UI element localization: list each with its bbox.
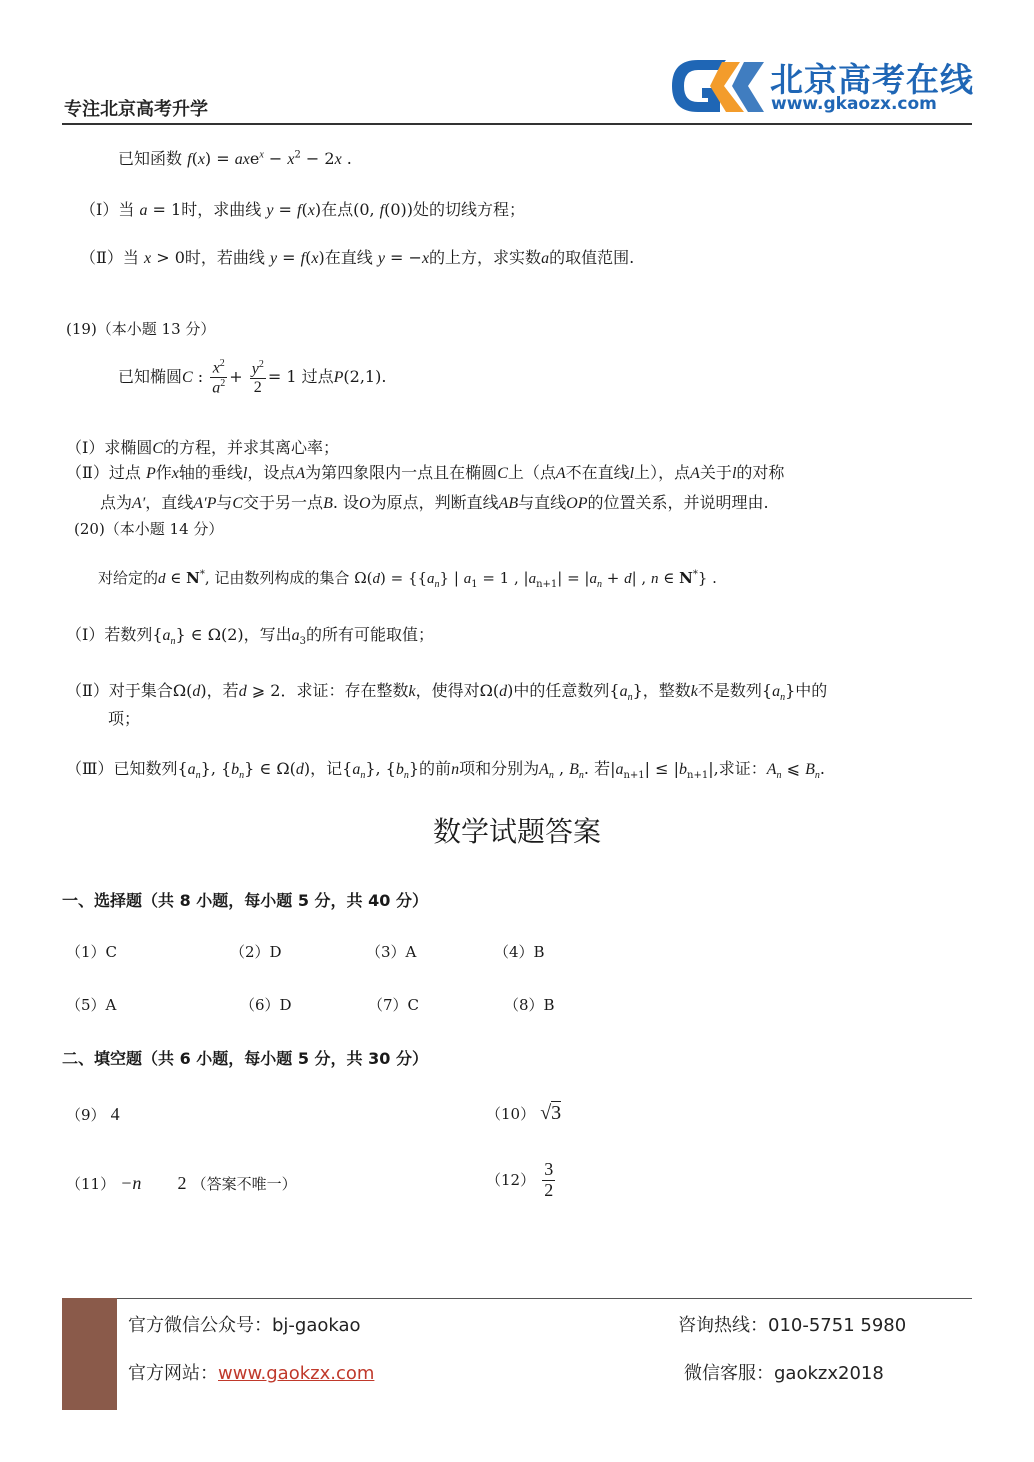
footer-service: 微信客服：gaokzx2018 xyxy=(684,1363,884,1384)
footer-wechat: 官方微信公众号：bj-gaokao xyxy=(128,1315,361,1336)
footer-divider xyxy=(62,1298,972,1299)
choice-answer-7: （7）C xyxy=(368,996,420,1014)
choice-answer-4: （4）B xyxy=(494,943,545,961)
gk-logo-icon xyxy=(668,52,768,120)
fill-answer-10: （10） √3 xyxy=(486,1102,562,1124)
answers-title: 数学试题答案 xyxy=(432,815,601,848)
header-tagline: 专注北京高考升学 xyxy=(64,99,208,120)
q20-part2-line2: 项； xyxy=(108,709,141,728)
q20-heading: (20)（本小题 14 分） xyxy=(74,520,224,538)
fill-answer-12: （12） $\frac{3}{2}$ xyxy=(486,1159,554,1200)
choice-answer-3: （3）A xyxy=(366,943,417,961)
choice-answer-8: （8）B xyxy=(504,996,555,1014)
q20-stem: 对给定的d ∈ N*, 记由数列构成的集合 $\Omega(d) = \{\{a_n\}$ | $a_1 = 1$ , $|a_{n+1}| = |a_n + d|$ , n ∈ N*} . xyxy=(98,569,717,590)
q19-part2-line1: （Ⅱ）过点 P作x轴的垂线l，设点A为第四象限内一点且在椭圆C上（点A不在直线l上），点A关于l的对称 xyxy=(66,463,785,482)
q19-heading: (19)（本小题 13 分） xyxy=(66,320,216,338)
fill-answer-11: （11） −n 2 （答案不唯一） xyxy=(66,1173,297,1193)
q18-part1: （Ⅰ）当 a = 1时，求曲线 y = f(x)在点(0, f(0))处的切线方程； xyxy=(80,200,526,219)
q20-part3: （Ⅲ）已知数列$\{a_n\}$, $\{b_n\}$ ∈ Ω(d)，记$\{a_n\}$, $\{b_n\}$的前n项和分别为$A_n$ , $B_n$. 若$|a_{n+1}| \le |b_{n+1}|$,求证：$A_n$ ⩽ $B_n$. xyxy=(66,759,825,782)
site-logo[interactable] xyxy=(668,52,978,120)
math-fx: f xyxy=(187,151,192,168)
footer-website: 官方网站：www.gaokzx.com xyxy=(128,1363,375,1384)
logo-brand-text: 北京高考在线 xyxy=(770,60,974,99)
q20-part1: （Ⅰ）若数列$\{a_n\}$ ∈ Ω(2)，写出$a_3$的所有可能取值； xyxy=(66,625,435,648)
choice-answer-2: （2）D xyxy=(230,943,282,961)
q19-part2-line2: 点为A′，直线A′P与C交于另一点B. 设O为原点，判断直线AB与直线OP的位置关系，并说明理由. xyxy=(100,493,769,512)
q20-part2-line1: （Ⅱ）对于集合Ω(d)，若d ⩾ 2．求证：存在整数k，使得对Ω(d)中的任意数列$\{a_n\}$，整数k不是数列$\{a_n\}$中的 xyxy=(66,681,828,704)
section-fill-heading: 二、填空题（共 6 小题，每小题 5 分，共 30 分） xyxy=(62,1049,428,1068)
header-divider xyxy=(62,123,972,125)
choice-answer-6: （6）D xyxy=(240,996,292,1014)
q18-part2: （Ⅱ）当 x > 0时，若曲线 y = f(x)在直线 y = −x的上方，求实数a的取值范围. xyxy=(80,248,635,267)
q18-stem: 已知函数 $f(x) = axe^x - x^2 - 2x$ . xyxy=(118,149,352,168)
section-choice-heading: 一、选择题（共 8 小题，每小题 5 分，共 40 分） xyxy=(62,891,428,910)
logo-url-text: www.gkaozx.com xyxy=(771,94,937,114)
q19-stem: 已知椭圆C : $\frac{x^2}{a^2}$ + $\frac{y^2}{2}$ = 1 过点P(2,1). xyxy=(118,358,387,397)
footer-website-link[interactable]: www.gaokzx.com xyxy=(218,1363,375,1384)
footer-color-bar xyxy=(62,1298,117,1410)
choice-answer-5: （5）A xyxy=(66,996,117,1014)
footer-hotline: 咨询热线：010-5751 5980 xyxy=(678,1315,907,1336)
q19-part1: （Ⅰ）求椭圆C的方程，并求其离心率； xyxy=(66,438,340,457)
choice-answer-1: （1）C xyxy=(66,943,118,961)
fill-answer-9: （9） 4 xyxy=(66,1104,120,1124)
